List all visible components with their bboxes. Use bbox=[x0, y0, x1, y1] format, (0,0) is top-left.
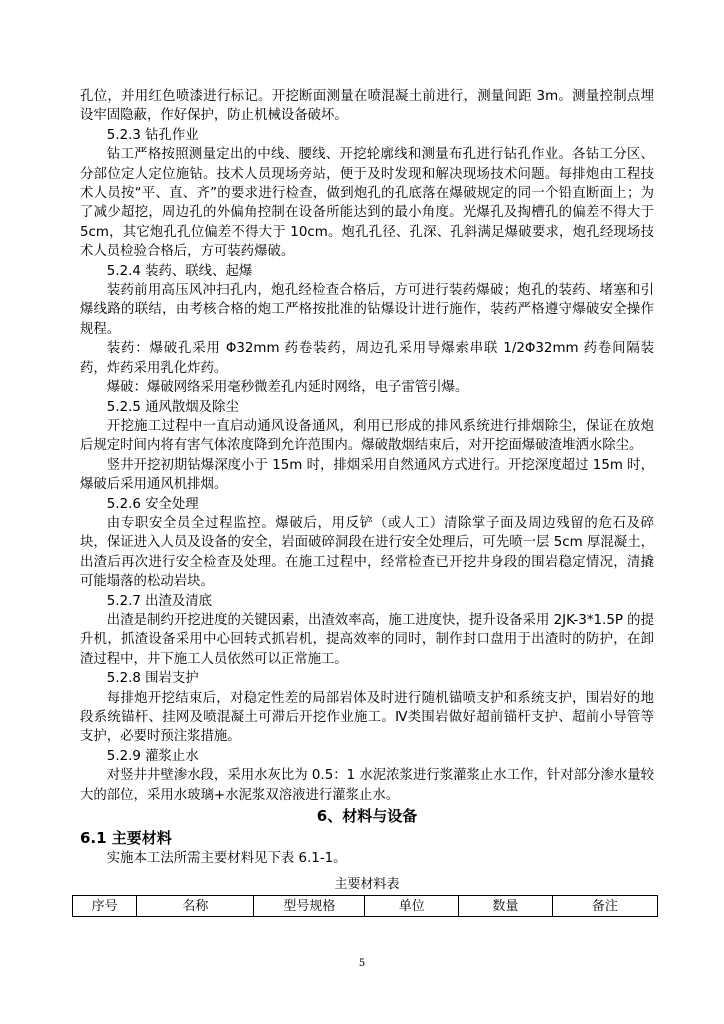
paragraph-charging-detail: 装药：爆破孔采用 Φ32mm 药卷装药，周边孔采用导爆索串联 1/2Φ32mm 药卷间隔装药，炸药采用乳化炸药。 bbox=[80, 341, 654, 376]
section-title: 6.1 主要材料 bbox=[80, 829, 172, 848]
heading-5-2-6: 5.2.6 安全处理 bbox=[106, 496, 199, 512]
header-cell-unit: 单位 bbox=[365, 896, 459, 917]
header-cell-name: 名称 bbox=[137, 896, 254, 917]
header-cell-quantity: 数量 bbox=[459, 896, 553, 917]
paragraph-charging: 装药前用高压风冲扫孔内，炮孔经检查合格后，方可进行装药爆破；炮孔的装药、堵塞和引爆线路的联结，由考核合格的炮工严格按批准的钻爆设计进行施作，装药严格遵守爆破安全操作规程。 bbox=[80, 283, 654, 337]
paragraph-drilling: 钻工严格按照测量定出的中线、腰线、开挖轮廓线和测量布孔进行钻孔作业。各钻工分区、分部位定人定位施钻。技术人员现场旁站，便于及时发现和解决现场技术问题。每排炮由工程技术人员按“平、直、齐”的要求进行检查，做到炮孔的孔底落在爆破规定的同一个铅直断面上；为了减少超挖，周边孔的外偏角控制在设备所能达到的最小角度。光爆孔及掏槽孔的偏差不得大于 5cm，其它炮孔孔位偏差不得大于 10cm。炮孔孔径、孔深、孔斜满足爆破要求，炮孔经现场技术人员检验合格后，方可装药爆破。 bbox=[80, 147, 654, 260]
paragraph-support: 每排炮开挖结束后，对稳定性差的局部岩体及时进行随机锚喷支护和系统支护，围岩好的地段系统锚杆、挂网及喷混凝土可滞后开挖作业施工。Ⅳ类围岩做好超前锚杆支护、超前小导管等支护，必要时预注浆措施。 bbox=[80, 690, 654, 745]
table-header-row bbox=[73, 896, 658, 917]
paragraph-ventilation: 开挖施工过程中一直启动通风设备通风，利用已形成的排风系统进行排烟除尘，保证在放炮后规定时间内将有害气体浓度降到允许范围内。爆破散烟结束后，对开挖面爆破渣堆洒水除尘。 bbox=[80, 418, 654, 454]
header-cell-spec: 型号规格 bbox=[254, 896, 365, 917]
heading-5-2-7: 5.2.7 出渣及清底 bbox=[106, 593, 213, 609]
paragraph-grouting: 对竖井井壁渗水段，采用水灰比为 0.5：1 水泥浓浆进行浆灌浆止水工作，针对部分渗水量较大的部位，采用水玻璃+水泥浆双溶液进行灌浆止水。 bbox=[80, 768, 654, 803]
document-body bbox=[80, 87, 654, 917]
paragraph-blasting: 爆破：爆破网络采用毫秒微差孔内延时网络，电子雷管引爆。 bbox=[106, 380, 469, 396]
header-cell-remark: 备注 bbox=[552, 896, 657, 917]
table-caption: 主要材料表 bbox=[334, 877, 400, 893]
paragraph-mucking: 出渣是制约开挖进度的关键因素，出渣效率高，施工进度快，提升设备采用 2JK-3*1.5P 的提升机，抓渣设备采用中心回转式抓岩机，提高效率的同时，制作封口盘用于出渣时的防护，在卸渣过程中，井下施工人员依然可以正常施工。 bbox=[80, 612, 654, 667]
header-cell-index: 序号 bbox=[73, 896, 137, 917]
materials-table bbox=[72, 895, 658, 917]
heading-5-2-3: 5.2.3 钻孔作业 bbox=[106, 127, 199, 143]
paragraph-ventilation-depth: 竖井开挖初期钻爆深度小于 15m 时，排烟采用自然通风方式进行。开挖深度超过 15m 时，爆破后采用通风机排烟。 bbox=[80, 457, 654, 493]
paragraph-continuation: 孔位，并用红色喷漆进行标记。开挖断面测量在喷混凝土前进行，测量间距 3m。测量控制点埋设牢固隐蔽，作好保护，防止机械设备破坏。 bbox=[80, 89, 654, 124]
heading-5-2-8: 5.2.8 围岩支护 bbox=[106, 671, 199, 687]
chapter-title: 6、材料与设备 bbox=[316, 807, 418, 826]
heading-5-2-5: 5.2.5 通风散烟及除尘 bbox=[106, 399, 239, 415]
paragraph-safety: 由专职安全员全过程监控。爆破后，用反铲（或人工）清除掌子面及周边残留的危石及碎块，保证进入人员及设备的安全，岩面破碎洞段在进行安全处理后，可先喷一层 5cm 厚混凝土，出渣后再次进行安全检查及处理。在施工过程中，经常检查已开挖井身段的围岩稳定情况，清撬可能塌落的松动岩块。 bbox=[80, 515, 654, 590]
heading-5-2-9: 5.2.9 灌浆止水 bbox=[106, 748, 199, 764]
heading-5-2-4: 5.2.4 装药、联线、起爆 bbox=[106, 263, 253, 279]
paragraph-materials-intro: 实施本工法所需主要材料见下表 6.1-1。 bbox=[106, 851, 347, 867]
page-number: 5 bbox=[358, 958, 366, 969]
